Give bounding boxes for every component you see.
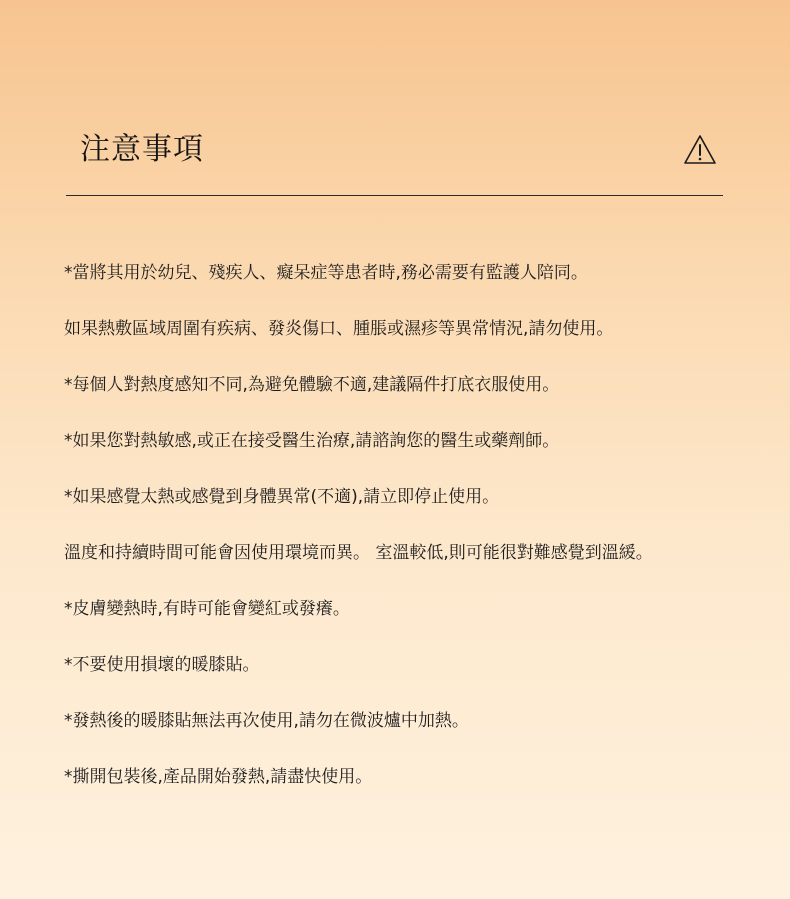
header-divider — [66, 195, 723, 196]
note-item: *如果您對熱敏感,或正在接受醫生治療,請諮詢您的醫生或藥劑師。 — [64, 431, 560, 451]
note-item: *當將其用於幼兒、殘疾人、癡呆症等患者時,務必需要有監護人陪同。 — [64, 263, 588, 283]
page-title: 注意事項 — [80, 132, 204, 167]
warning-triangle-icon — [683, 134, 717, 166]
note-item: 溫度和持續時間可能會因使用環境而異。 室溫較低,則可能很對難感覺到溫緩。 — [64, 543, 653, 563]
note-item: *撕開包裝後,產品開始發熱,請盡快使用。 — [64, 767, 373, 787]
notes-list — [64, 257, 744, 817]
note-item: *如果感覺太熱或感覺到身體異常(不適),請立即停止使用。 — [64, 487, 500, 507]
note-item: 如果熱敷區域周圍有疾病、發炎傷口、腫脹或濕疹等異常情況,請勿使用。 — [64, 319, 614, 339]
note-item: *皮膚變熱時,有時可能會變紅或發癢。 — [64, 599, 350, 619]
note-item: *每個人對熱度感知不同,為避免體驗不適,建議隔件打底衣服使用。 — [64, 375, 560, 395]
notice-header — [66, 128, 723, 176]
note-item: *發熱後的暖膝貼無法再次使用,請勿在微波爐中加熱。 — [64, 711, 469, 731]
note-item: *不要使用損壞的暖膝貼。 — [64, 655, 260, 675]
